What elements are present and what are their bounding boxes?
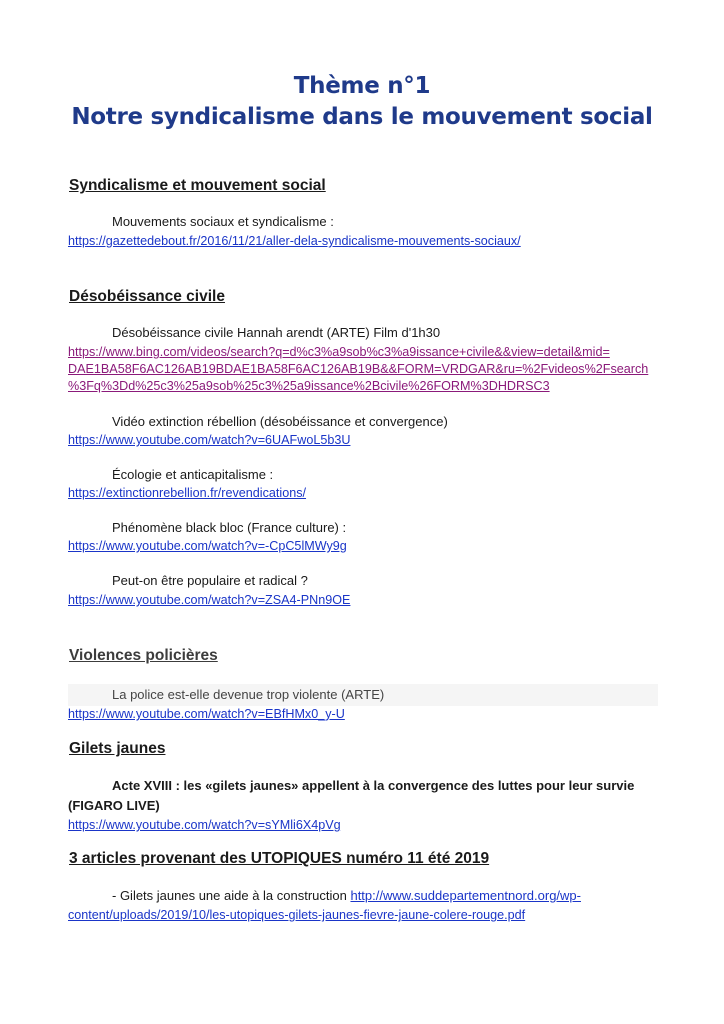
section-heading-syndicalisme: Syndicalisme et mouvement social: [69, 177, 326, 194]
item-link[interactable]: https://extinctionrebellion.fr/revendications/: [68, 486, 307, 500]
section-heading-desobeissance: Désobéissance civile: [69, 288, 225, 305]
document-title-line-1: Thème n°1: [293, 73, 431, 99]
item-label-continued: (FIGARO LIVE): [68, 798, 160, 813]
item-label: Phénomène black bloc (France culture) :: [112, 520, 347, 535]
section-heading-utopiques: 3 articles provenant des UTOPIQUES numéro 11 été 2019: [69, 850, 490, 867]
item-link[interactable]: https://gazettedebout.fr/2016/11/21/aller-dela-syndicalisme-mouvements-sociaux/: [68, 234, 521, 248]
item-link-line[interactable]: %3Fq%3Dd%25c3%25a9sob%25c3%25a9issance%2Bcivile%26FORM%3DHDRSC3: [68, 379, 550, 393]
section-heading-violences: Violences policières: [69, 647, 218, 664]
item-link[interactable]: https://www.youtube.com/watch?v=EBfHMx0_y-U: [68, 707, 345, 721]
item-link-line[interactable]: https://www.bing.com/videos/search?q=d%c3%a9sob%c3%a9issance+civile&&view=detail&mid=: [68, 345, 610, 359]
item-link[interactable]: https://www.youtube.com/watch?v=sYMli6X4pVg: [68, 818, 341, 832]
item-label: Écologie et anticapitalisme :: [112, 467, 274, 482]
item-link[interactable]: https://www.youtube.com/watch?v=-CpC5lMWy9g: [68, 539, 347, 553]
item-link-continued[interactable]: content/uploads/2019/10/les-utopiques-gilets-jaunes-fievre-jaune-colere-rouge.pdf: [68, 908, 526, 922]
document-title-line-2: Notre syndicalisme dans le mouvement social: [71, 104, 653, 130]
item-link-line[interactable]: DAE1BA58F6AC126AB19BDAE1BA58F6AC126AB19B&&FORM=VRDGAR&ru=%2Fvideos%2Fsearch: [68, 362, 649, 376]
item-link[interactable]: http://www.suddepartementnord.org/wp-: [350, 888, 581, 903]
item-link[interactable]: https://www.youtube.com/watch?v=6UAFwoL5b3U: [68, 433, 351, 447]
item-label: - Gilets jaunes une aide à la construction: [112, 888, 351, 903]
item-label: Acte XVIII : les «gilets jaunes» appellent à la convergence des luttes pour leur survie: [112, 778, 635, 793]
item-label: La police est-elle devenue trop violente (ARTE): [112, 687, 385, 702]
item-link[interactable]: https://www.youtube.com/watch?v=ZSA4-PNn9OE: [68, 593, 351, 607]
item-label: Peut-on être populaire et radical ?: [112, 573, 308, 588]
section-heading-gilets-jaunes: Gilets jaunes: [69, 740, 166, 757]
item-label: Mouvements sociaux et syndicalisme :: [112, 214, 334, 229]
item-line: [112, 888, 581, 903]
item-label: Désobéissance civile Hannah arendt (ARTE) Film d'1h30: [112, 325, 441, 340]
item-label: Vidéo extinction rébellion (désobéissance et convergence): [112, 414, 448, 429]
